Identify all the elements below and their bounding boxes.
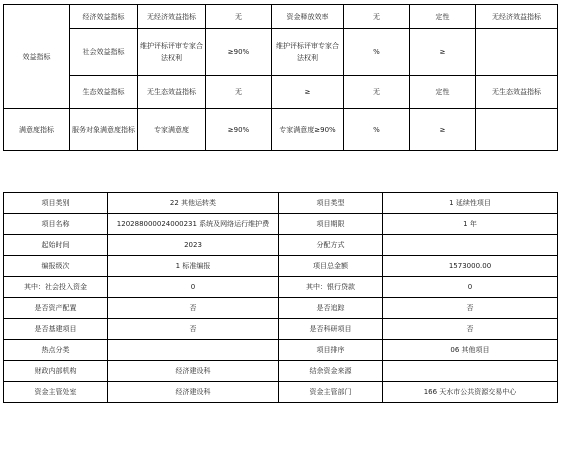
table-cell: 维护评标评审专家合法权利 [138, 29, 206, 76]
field-value: 否 [108, 319, 279, 340]
table-row [4, 214, 558, 235]
table-cell: ≥ [410, 109, 476, 151]
field-value: 120288000024000231 系统及网络运行维护费 [108, 214, 279, 235]
project-info-table [3, 192, 558, 403]
field-value: 1 年 [383, 214, 558, 235]
table-row [4, 193, 558, 214]
table-cell: % [344, 109, 410, 151]
field-label: 编报级次 [4, 256, 108, 277]
table-cell: 服务对象满意度指标 [70, 109, 138, 151]
field-value [383, 235, 558, 256]
table-row [4, 29, 558, 76]
field-label: 项目排序 [279, 340, 383, 361]
field-value [108, 340, 279, 361]
table-row [4, 256, 558, 277]
field-label: 资金主管部门 [279, 382, 383, 403]
table-cell: 无 [206, 5, 272, 29]
field-label: 其中：社会投入资金 [4, 277, 108, 298]
table-row [4, 277, 558, 298]
table-cell: 无生态效益指标 [138, 76, 206, 109]
table-cell: 经济效益指标 [70, 5, 138, 29]
field-label: 项目期限 [279, 214, 383, 235]
field-value: 0 [108, 277, 279, 298]
table-cell: 定性 [410, 5, 476, 29]
field-label: 是否科研项目 [279, 319, 383, 340]
table-cell: 无 [344, 5, 410, 29]
field-value: 2023 [108, 235, 279, 256]
table-cell: 维护评标评审专家合法权利 [272, 29, 344, 76]
table-cell: 生态效益指标 [70, 76, 138, 109]
field-label: 结余资金来源 [279, 361, 383, 382]
table-cell: 效益指标 [4, 5, 70, 109]
field-label: 项目类别 [4, 193, 108, 214]
table-cell: 社会效益指标 [70, 29, 138, 76]
field-value: 经济建设科 [108, 382, 279, 403]
table-cell: ≥ [410, 29, 476, 76]
field-label: 项目类型 [279, 193, 383, 214]
table-row [4, 235, 558, 256]
table-row [4, 109, 558, 151]
table-cell: % [344, 29, 410, 76]
table-cell: 满意度指标 [4, 109, 70, 151]
field-value: 166 天水市公共资源交易中心 [383, 382, 558, 403]
field-label: 分配方式 [279, 235, 383, 256]
field-label: 项目名称 [4, 214, 108, 235]
table-row [4, 76, 558, 109]
table-cell: 资金释放效率 [272, 5, 344, 29]
table-row [4, 340, 558, 361]
table-cell: ≥90% [206, 109, 272, 151]
field-value [383, 361, 558, 382]
field-value: 1573000.00 [383, 256, 558, 277]
field-value: 经济建设科 [108, 361, 279, 382]
field-label: 是否基建项目 [4, 319, 108, 340]
table-row [4, 5, 558, 29]
table-cell: 无经济效益指标 [138, 5, 206, 29]
table-cell: ≥ [272, 76, 344, 109]
table-cell: 无生态效益指标 [476, 76, 558, 109]
field-value: 否 [383, 298, 558, 319]
field-value: 22 其他运转类 [108, 193, 279, 214]
table-cell: 无 [206, 76, 272, 109]
field-label: 起始时间 [4, 235, 108, 256]
performance-indicator-table [3, 4, 558, 151]
table-row [4, 361, 558, 382]
field-value: 1 标准编报 [108, 256, 279, 277]
table-cell: ≥90% [206, 29, 272, 76]
field-value: 否 [108, 298, 279, 319]
field-label: 是否资产配置 [4, 298, 108, 319]
field-label: 项目总金额 [279, 256, 383, 277]
table-cell: 专家满意度≥90% [272, 109, 344, 151]
table-cell: 无经济效益指标 [476, 5, 558, 29]
table-row [4, 382, 558, 403]
field-label: 资金主管处室 [4, 382, 108, 403]
table-cell: 定性 [410, 76, 476, 109]
table-cell [476, 29, 558, 76]
field-value: 0 [383, 277, 558, 298]
field-label: 财政内部机构 [4, 361, 108, 382]
field-label: 其中：银行贷款 [279, 277, 383, 298]
table-cell: 无 [344, 76, 410, 109]
table-row [4, 319, 558, 340]
field-value: 否 [383, 319, 558, 340]
table-cell [476, 109, 558, 151]
table-row [4, 298, 558, 319]
field-label: 热点分类 [4, 340, 108, 361]
field-label: 是否追踪 [279, 298, 383, 319]
field-value: 1 延续性项目 [383, 193, 558, 214]
field-value: 06 其他项目 [383, 340, 558, 361]
table-cell: 专家满意度 [138, 109, 206, 151]
